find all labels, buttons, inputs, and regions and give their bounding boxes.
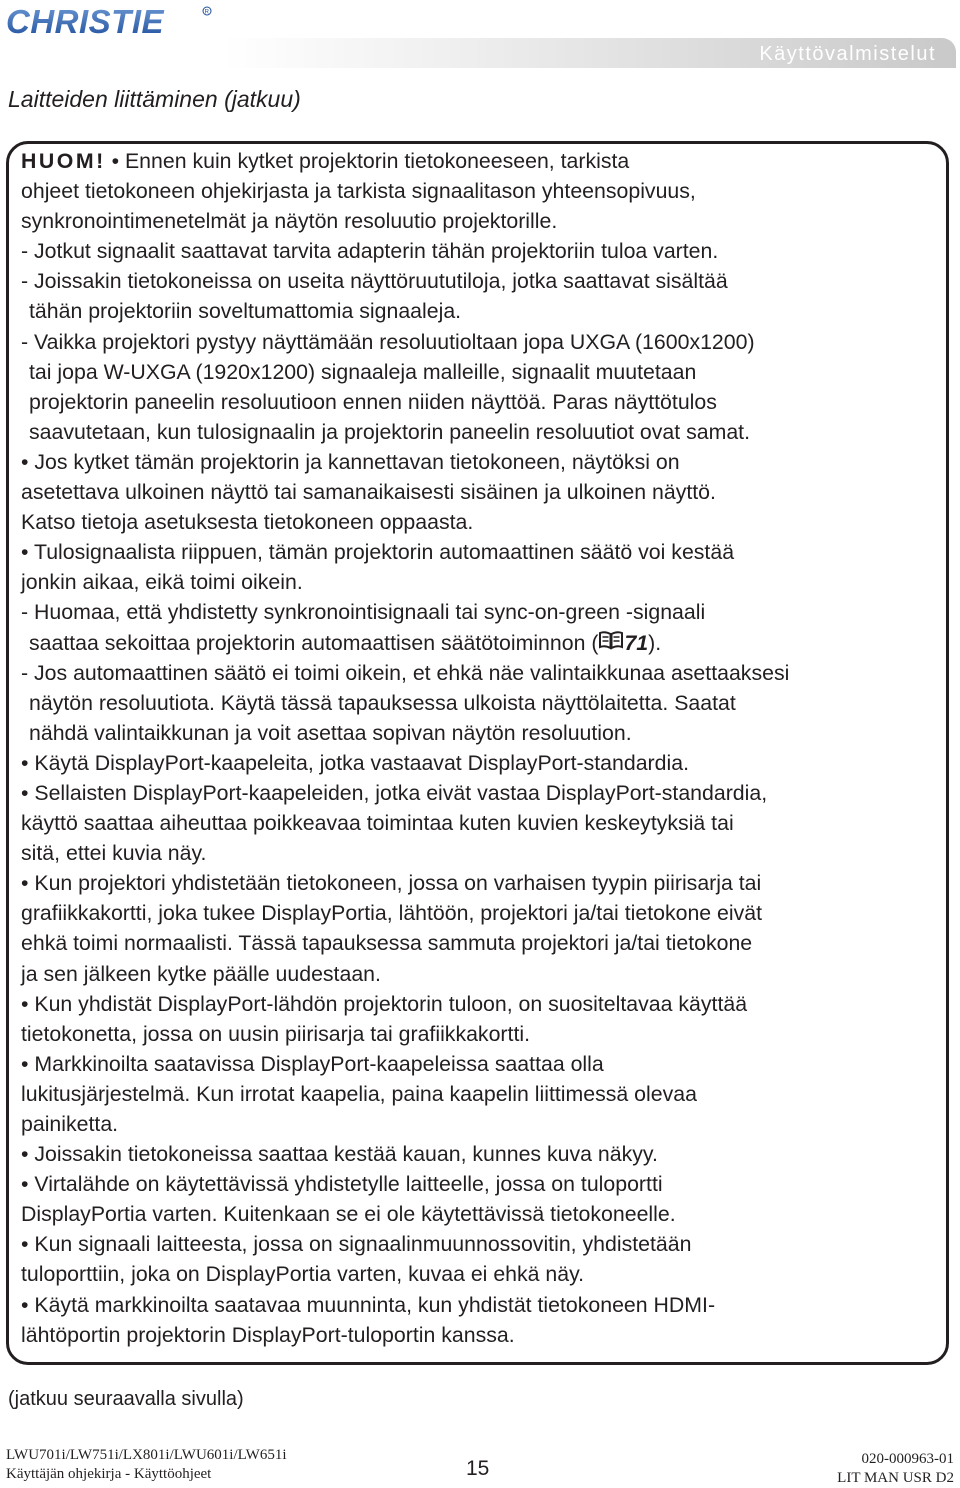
note-line: tietokonetta, jossa on uusin piirisarja tai grafiikkakortti. <box>21 1021 531 1046</box>
note-line: - Jotkut signaalit saattavat tarvita adapterin tähän projektoriin tuloa varten. <box>21 239 719 264</box>
footer-right <box>837 1450 954 1488</box>
note-line-with-ref <box>21 628 941 658</box>
note-line: nähdä valintaikkunan ja voit asettaa sopivan näytön resoluution. <box>29 720 632 745</box>
page-heading: Laitteiden liittäminen (jatkuu) <box>8 86 301 112</box>
note-line: ja sen jälkeen kytke päälle uudestaan. <box>21 961 381 986</box>
page-number: 15 <box>466 1457 490 1480</box>
note-line: ohjeet tietokoneen ohjekirjasta ja tarkista signaalitason yhteensopivuus, <box>21 179 696 204</box>
note-line: sitä, ettei kuvia näy. <box>21 841 207 866</box>
note-line: tähän projektoriin soveltumattomia signaaleja. <box>29 299 462 324</box>
footer-doc-label: LIT MAN USR D2 <box>837 1470 954 1486</box>
christie-logo <box>4 2 214 40</box>
note-line: saavutetaan, kun tulosignaalin ja projektorin paneelin resoluutiot ovat samat. <box>29 419 750 444</box>
note-label: HUOM! <box>21 149 106 173</box>
note-line: synkronointimenetelmät ja näytön resoluutio projektorille. <box>21 209 558 234</box>
svg-text:R: R <box>204 9 209 16</box>
note-line: käyttö saattaa aiheuttaa poikkeavaa toimintaa kuten kuvien keskeytyksiä tai <box>21 811 734 836</box>
note-line: • Kun projektori yhdistetään tietokoneen, jossa on varhaisen tyypin piirisarja tai <box>21 871 762 896</box>
footer-manual: Käyttäjän ohjekirja - Käyttöohjeet <box>6 1466 212 1482</box>
note-line: • Jos kytket tämän projektorin ja kannettavan tietokoneen, näytöksi on <box>21 449 680 474</box>
note-line: tuloporttiin, joka on DisplayPortia varten, kuvaa ei ehkä näy. <box>21 1262 585 1287</box>
note-line: grafiikkakortti, joka tukee DisplayPortia, lähtöön, projektori ja/tai tietokone eivät <box>21 901 763 926</box>
ref-close: ). <box>648 630 662 655</box>
continued-note: (jatkuu seuraavalla sivulla) <box>8 1388 244 1410</box>
note-first-line <box>21 146 941 176</box>
note-line: painiketta. <box>21 1112 119 1136</box>
note-line: ehkä toimi normaalisti. Tässä tapauksessa sammuta projektori ja/tai tietokone <box>21 931 753 956</box>
note-line: • Virtalähde on käytettävissä yhdistetylle laitteelle, jossa on tuloportti <box>21 1172 663 1197</box>
section-label: Käyttövalmistelut <box>759 43 936 65</box>
note-line: - Joissakin tietokoneissa on useita näyttöruututiloja, jotka saattavat sisältää <box>21 269 728 294</box>
page-reference[interactable] <box>598 628 648 658</box>
footer-models: LWU701i/LW751i/LX801i/LWU601i/LW651i <box>6 1447 287 1463</box>
logo-wordmark: CHRISTIE <box>6 3 165 40</box>
note-line: lähtöportin projektorin DisplayPort-tuloportin kanssa. <box>21 1322 515 1347</box>
note-line: • Kun signaali laitteesta, jossa on signaalinmuunnossovitin, yhdistetään <box>21 1232 692 1257</box>
note-line: • Ennen kuin kytket projektorin tietokoneeseen, tarkista <box>105 149 630 173</box>
note-line: • Joissakin tietokoneissa saattaa kestää kauan, kunnes kuva näkyy. <box>21 1142 658 1167</box>
page-reference-number: 71 <box>624 630 649 655</box>
note-line: • Kun yhdistät DisplayPort-lähdön projektorin tuloon, on suositeltavaa käyttää <box>21 991 748 1016</box>
note-line: lukitusjärjestelmä. Kun irrotat kaapelia, paina kaapelin liittimessä olevaa <box>21 1081 697 1106</box>
note-line: Katso tietoja asetuksesta tietokoneen oppaasta. <box>21 510 474 535</box>
note-line: • Tulosignaalista riippuen, tämän projektorin automaattinen säätö voi kestää <box>21 540 735 565</box>
footer-left <box>6 1446 287 1484</box>
note-line: • Käytä markkinoilta saatavaa muunninta, kun yhdistät tietokoneen HDMI- <box>21 1292 716 1317</box>
note-line: asetettava ulkoinen näyttö tai samanaikaisesti sisäinen ja ulkoinen näyttö. <box>21 480 716 505</box>
note-line: DisplayPortia varten. Kuitenkaan se ei ole käytettävissä tietokoneelle. <box>21 1202 676 1227</box>
note-line: - Jos automaattinen säätö ei toimi oikein, et ehkä näe valintaikkunaa asettaaksesi <box>21 660 790 685</box>
note-line: jonkin aikaa, eikä toimi oikein. <box>21 570 303 595</box>
note-line: • Markkinoilta saatavissa DisplayPort-kaapeleissa saattaa olla <box>21 1051 604 1076</box>
note-line: - Huomaa, että yhdistetty synkronointisignaali tai sync-on-green -signaali <box>21 600 706 625</box>
note-line: • Käytä DisplayPort-kaapeleita, jotka vastaavat DisplayPort-standardia. <box>21 750 689 775</box>
note-line: projektorin paneelin resoluutioon ennen niiden näyttöä. Paras näyttötulos <box>29 389 717 414</box>
book-icon <box>598 630 624 650</box>
note-content <box>21 146 941 1350</box>
note-line: • Sellaisten DisplayPort-kaapeleiden, jotka eivät vastaa DisplayPort-standardia, <box>21 780 768 805</box>
note-line: tai jopa W-UXGA (1920x1200) signaaleja malleille, signaalit muutetaan <box>29 359 697 384</box>
note-line: - Vaikka projektori pystyy näyttämään resoluutioltaan jopa UXGA (1600x1200) <box>21 329 755 354</box>
note-line: saattaa sekoittaa projektorin automaattisen säätötoiminnon ( <box>29 630 599 655</box>
footer-doc-code: 020-000963-01 <box>861 1451 954 1467</box>
note-line: näytön resoluutiota. Käytä tässä tapauksessa ulkoista näyttölaitetta. Saatat <box>29 690 736 715</box>
